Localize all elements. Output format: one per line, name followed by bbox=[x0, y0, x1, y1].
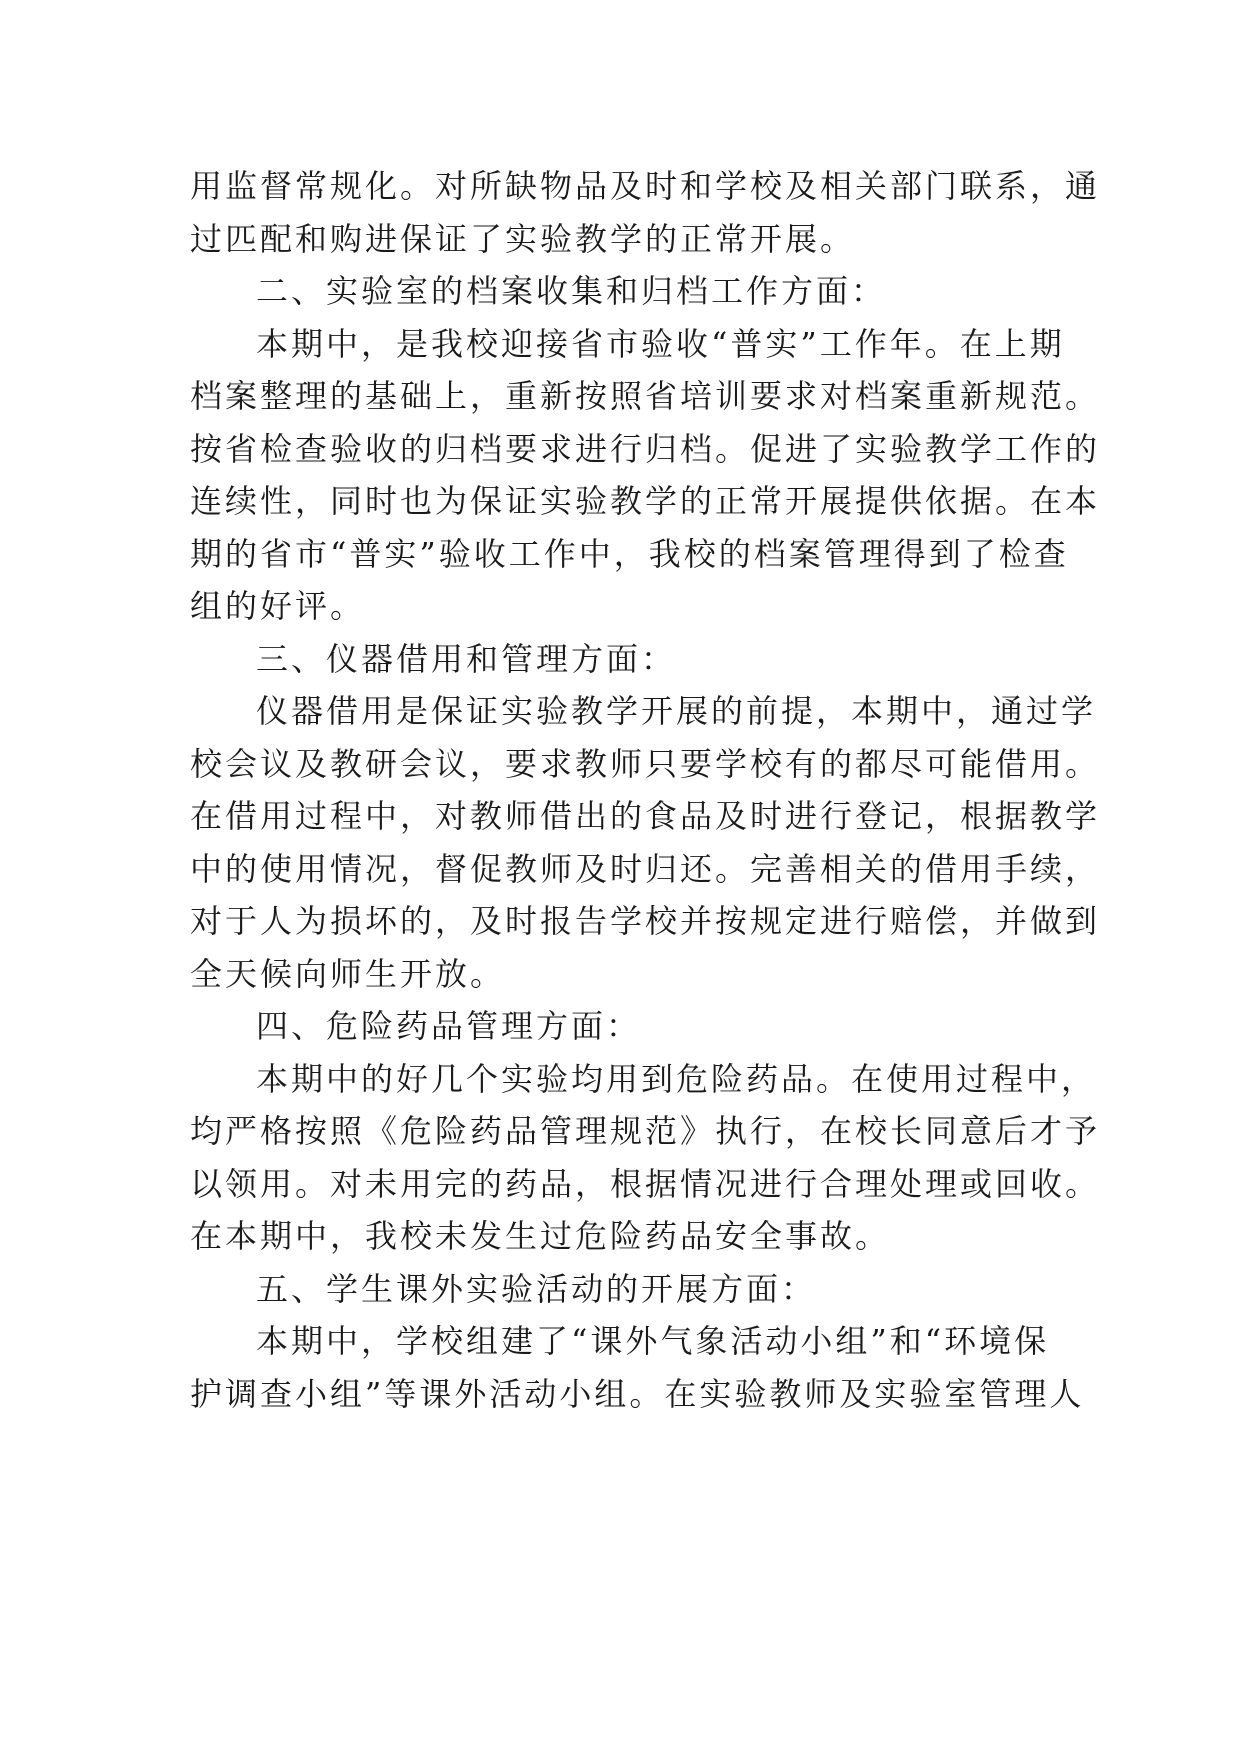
text-line: 在借用过程中，对教师借出的食品及时进行登记，根据教学 bbox=[190, 797, 1101, 835]
text-line: 均严格按照《危险药品管理规范》执行，在校长同意后才予 bbox=[190, 1112, 1101, 1150]
text-line: 本期中的好几个实验均用到危险药品。在使用过程中， bbox=[256, 1059, 1097, 1098]
text-line: 连续性，同时也为保证实验教学的正常开展提供依据。在本 bbox=[190, 482, 1101, 520]
text-line: 本期中，学校组建了“课外气象活动小组”和“环境保 bbox=[256, 1322, 1050, 1360]
text-line: 护调查小组”等课外活动小组。在实验教师及实验室管理人 bbox=[190, 1374, 1085, 1413]
text-line: 过匹配和购进保证了实验教学的正常开展。 bbox=[190, 219, 856, 258]
text-line: 本期中，是我校迎接省市验收“普实”工作年。在上期 bbox=[256, 324, 1065, 363]
text-line: 对于人为损坏的，及时报告学校并按规定进行赔偿，并做到 bbox=[190, 902, 1101, 940]
text-line: 校会议及教研会议，要求教师只要学校有的都尽可能借用。 bbox=[190, 744, 1101, 783]
text-line: 用监督常规化。对所缺物品及时和学校及相关部门联系，通 bbox=[190, 167, 1101, 205]
text-line: 中的使用情况，督促教师及时归还。完善相关的借用手续， bbox=[190, 849, 1101, 888]
text-line: 按省检查验收的归档要求进行归档。促进了实验教学工作的 bbox=[190, 429, 1101, 468]
document-body bbox=[190, 160, 1101, 1420]
text-line: 全天候向师生开放。 bbox=[190, 954, 506, 993]
section-heading: 四、危险药品管理方面： bbox=[256, 1007, 642, 1045]
text-line: 期的省市“普实”验收工作中，我校的档案管理得到了检查 bbox=[190, 534, 1069, 573]
text-line: 在本期中，我校未发生过危险药品安全事故。 bbox=[190, 1217, 891, 1255]
section-heading: 五、学生课外实验活动的开展方面： bbox=[256, 1269, 817, 1308]
section-heading: 三、仪器借用和管理方面： bbox=[256, 639, 677, 678]
text-line: 以领用。对未用完的药品，根据情况进行合理处理或回收。 bbox=[190, 1164, 1101, 1203]
text-line: 组的好评。 bbox=[190, 587, 366, 625]
section-heading: 二、实验室的档案收集和归档工作方面： bbox=[256, 272, 887, 310]
text-line: 仪器借用是保证实验教学开展的前提，本期中，通过学 bbox=[256, 692, 1097, 730]
text-line: 档案整理的基础上，重新按照省培训要求对档案重新规范。 bbox=[190, 377, 1101, 415]
